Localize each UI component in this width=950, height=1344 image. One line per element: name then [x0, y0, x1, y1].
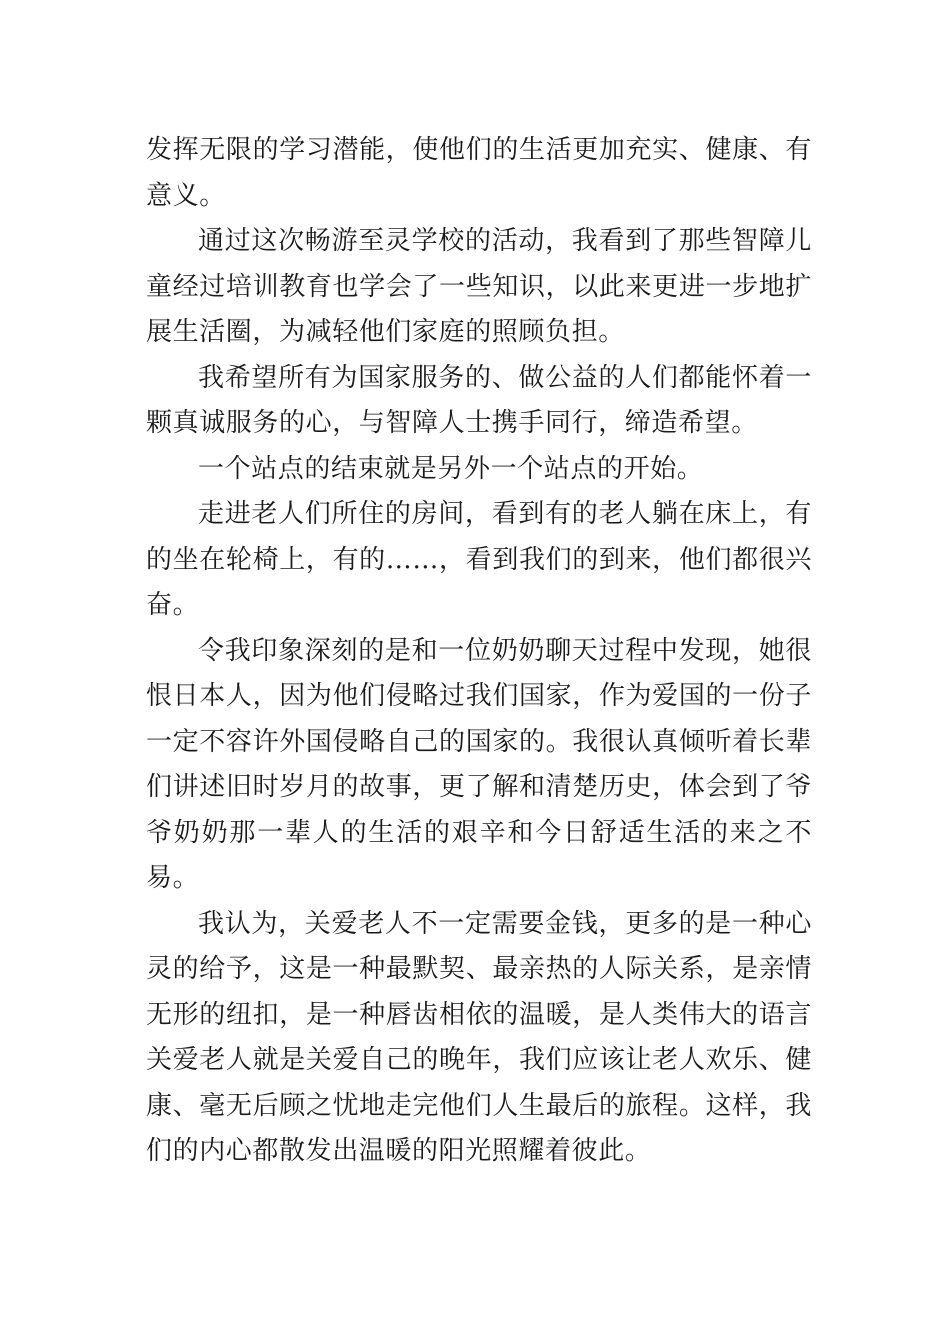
paragraph-1: 发挥无限的学习潜能，使他们的生活更加充实、健康、有意义。 — [146, 135, 812, 211]
paragraph-7: 我认为，关爱老人不一定需要金钱，更多的是一种心灵的给予，这是一种最默契、最亲热的人际关系，是亲情无形的纽扣，是一种唇齿相依的温暖，是人类伟大的语言关爱老人就是关爱自己的晚年，我们应该让老人欢乐、健康、毫无后顾之忧地走完他们人生最后的旅程。这样，我们的内心都散发出温暖的阳光照耀着彼此。 — [146, 908, 812, 1166]
paragraph-5: 走进老人们所住的房间，看到有的老人躺在床上，有的坐在轮椅上，有的……，看到我们的到来，他们都很兴奋。 — [146, 499, 812, 620]
paragraph-2: 通过这次畅游至灵学校的活动，我看到了那些智障儿童经过培训教育也学会了一些知识，以此来更进一步地扩展生活圈，为减轻他们家庭的照顾负担。 — [146, 226, 812, 347]
document-body — [146, 128, 812, 1175]
paragraph-6: 令我印象深刻的是和一位奶奶聊天过程中发现，她很恨日本人，因为他们侵略过我们国家，作为爱国的一份子一定不容许外国侵略自己的国家的。我很认真倾听着长辈们讲述旧时岁月的故事，更了解和清楚历史，体会到了爷爷奶奶那一辈人的生活的艰辛和今日舒适生活的来之不易。 — [146, 635, 812, 893]
paragraph-4: 一个站点的结束就是另外一个站点的开始。 — [198, 453, 704, 484]
paragraph-3: 我希望所有为国家服务的、做公益的人们都能怀着一颗真诚服务的心，与智障人士携手同行，缔造希望。 — [146, 362, 812, 438]
